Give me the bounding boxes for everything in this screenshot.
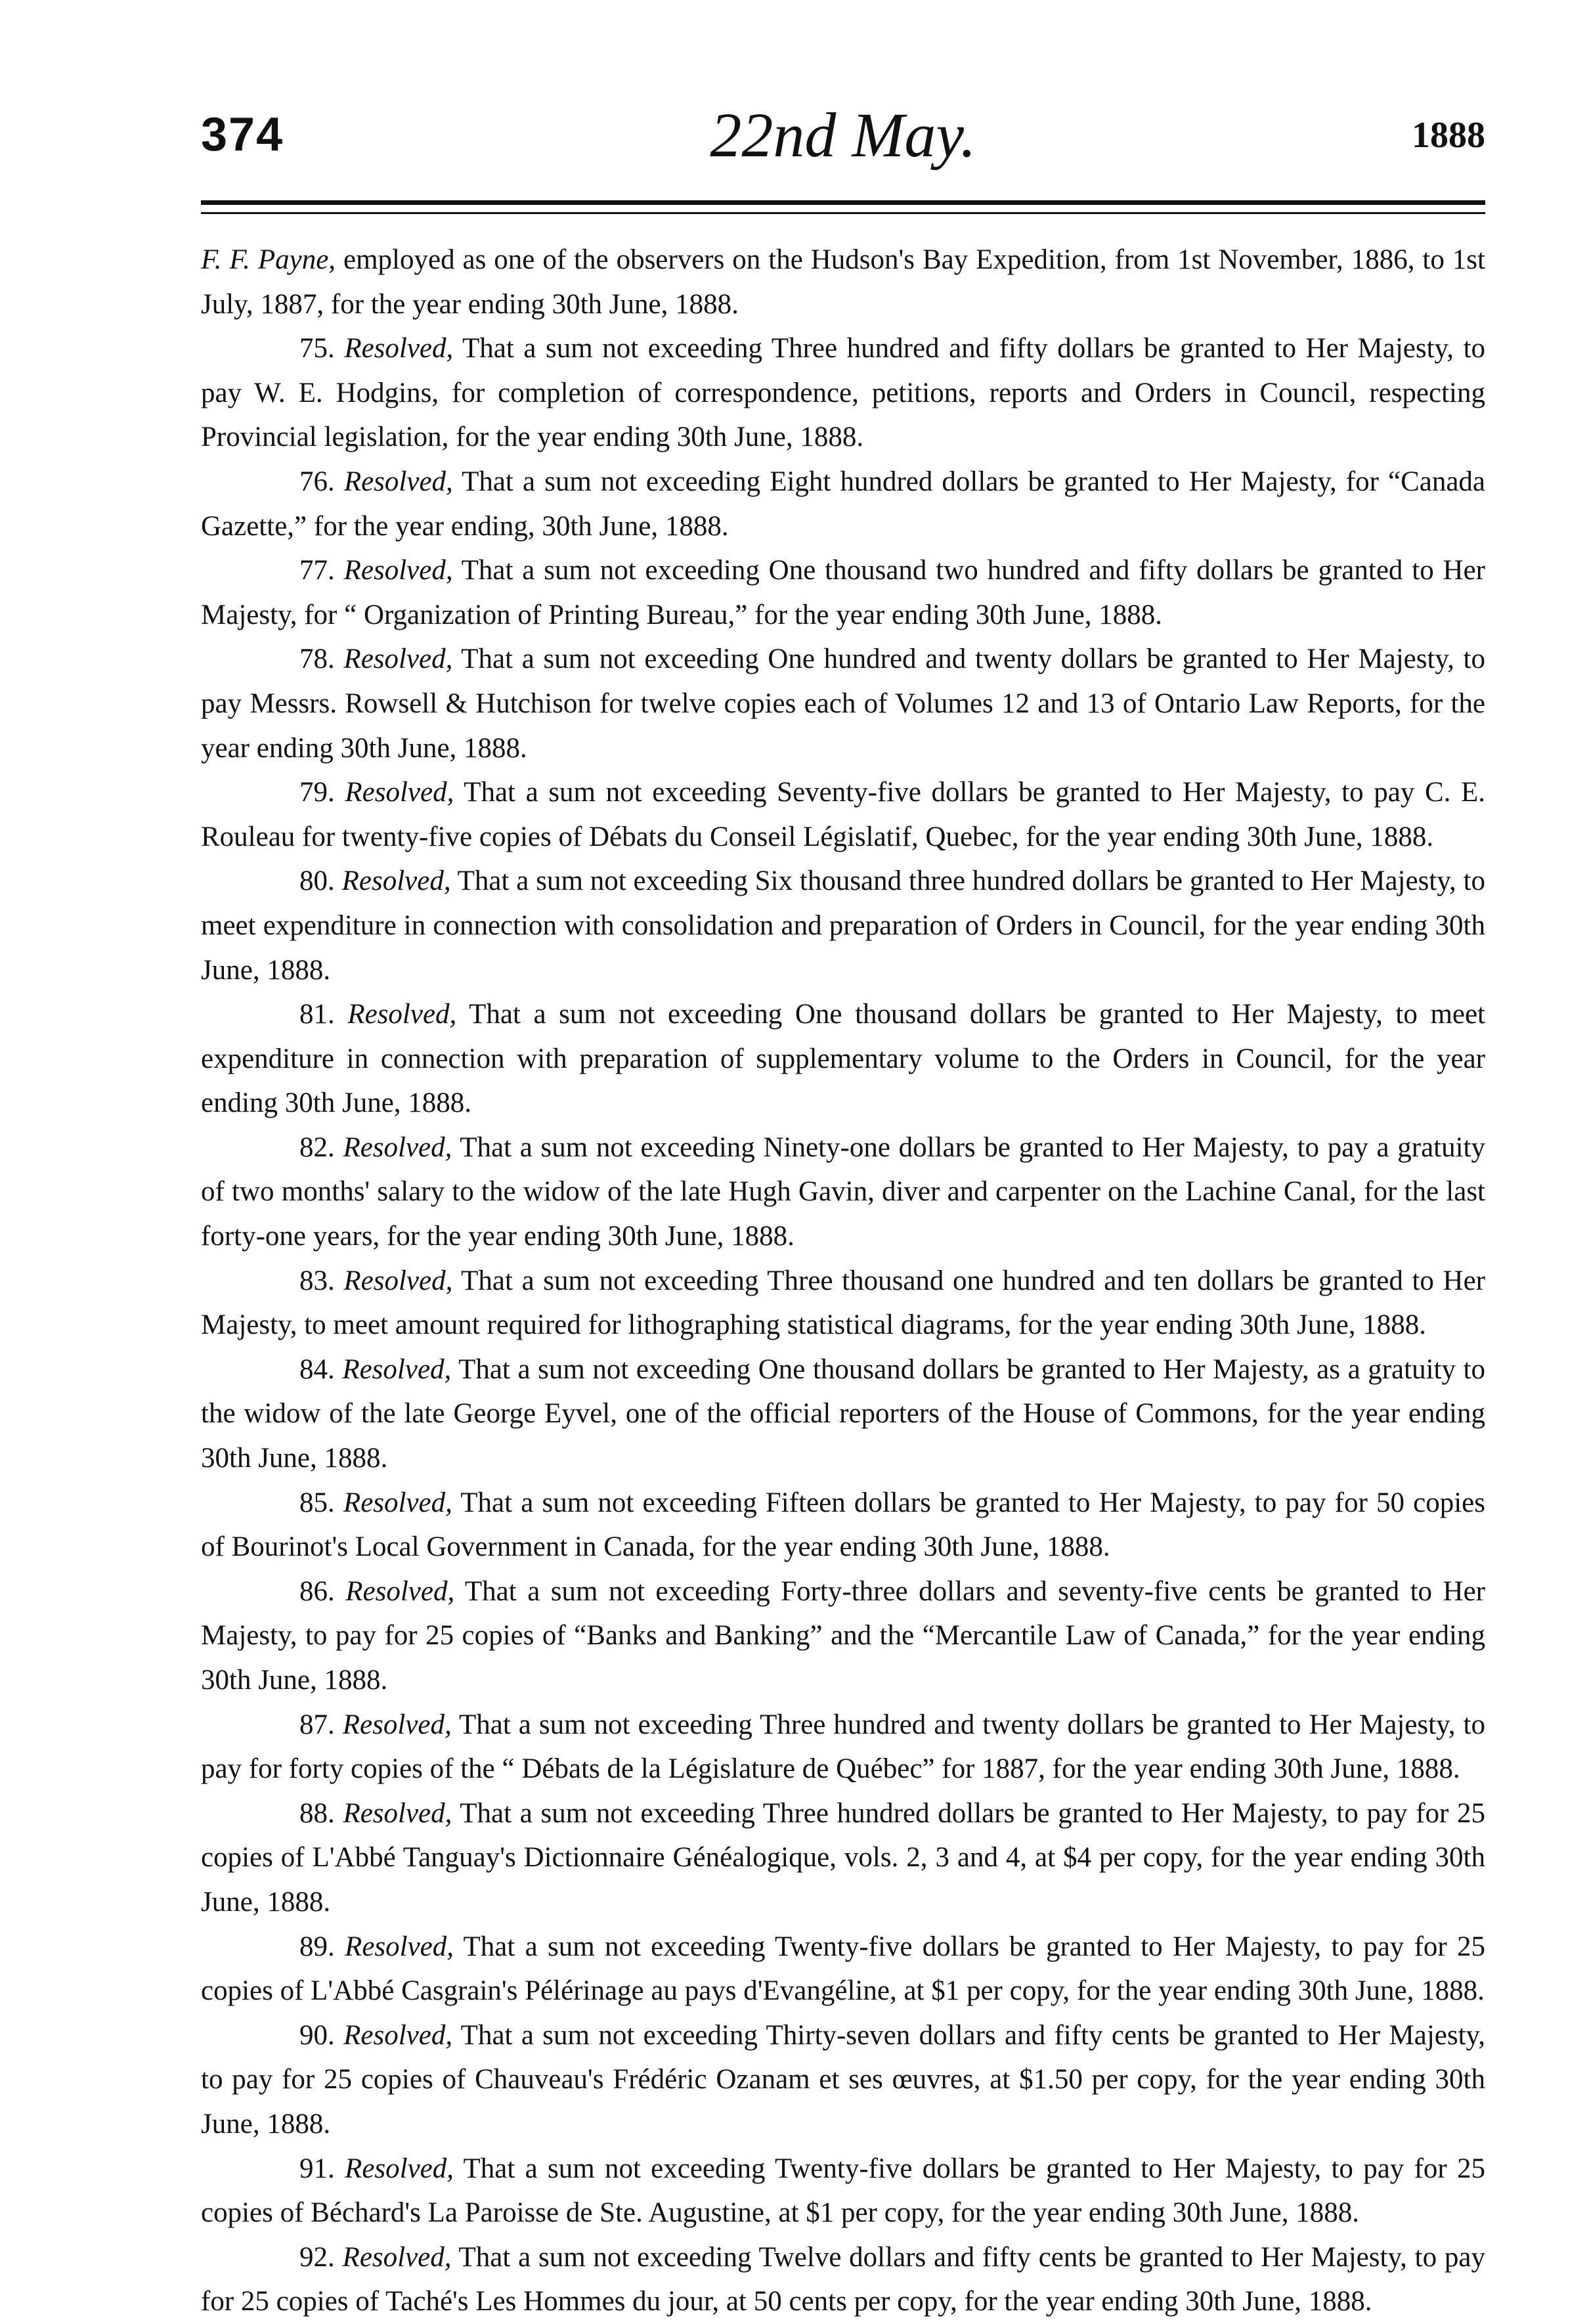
- resolution-text: That a sum not exceeding Thirty-seven dollars and fifty cents be granted to Her Majesty, to pay for 25 copies of Chauveau's Frédéric Ozanam et ses œuvres, at $1.50 per copy, for the year ending 30th June, 1888.: [201, 2019, 1485, 2139]
- header-year: 1888: [1412, 115, 1485, 156]
- resolution-number: 91.: [299, 2153, 335, 2184]
- resolution-number: 79.: [299, 777, 335, 808]
- word-space: [335, 1798, 343, 1829]
- resolution-paragraph: [201, 2235, 1485, 2324]
- resolved-word: Resolved,: [343, 1487, 452, 1518]
- running-title: 22nd May.: [710, 100, 976, 170]
- resolution-number: 83.: [299, 1265, 335, 1296]
- resolved-word: Resolved,: [345, 777, 454, 808]
- resolution-number: 84.: [299, 1353, 335, 1385]
- resolved-word: Resolved,: [342, 1709, 452, 1740]
- resolution-text: That a sum not exceeding One thousand two hundred and fifty dollars be granted to Her Majesty, for “ Organization of Printing Bureau,” for the year ending 30th June, 1888.: [201, 555, 1486, 630]
- resolution-text: That a sum not exceeding Ninety-one dollars be granted to Her Majesty, to pay a gratuity of two months' salary to the widow of the late Hugh Gavin, diver and carpenter on the Lachine Canal, for the last forty-one years, for the year ending 30th June, 1888.: [201, 1131, 1486, 1252]
- resolution-number: 77.: [299, 555, 335, 586]
- resolution-number: 87.: [299, 1709, 335, 1740]
- intro-paragraph: [201, 238, 1485, 326]
- word-space: [335, 2153, 345, 2184]
- resolved-word: Resolved,: [347, 999, 457, 1030]
- word-space: [335, 555, 344, 586]
- resolved-word: Resolved,: [343, 1265, 453, 1296]
- word-space: [335, 1132, 343, 1163]
- resolution-paragraph: [201, 2147, 1485, 2235]
- resolution-paragraph: [201, 992, 1485, 1126]
- word-space: [335, 1265, 344, 1296]
- resolution-paragraph: [201, 770, 1485, 859]
- resolution-number: 76.: [299, 466, 335, 497]
- word-space: [335, 1354, 343, 1385]
- resolution-number: 78.: [299, 644, 335, 675]
- resolution-number: 86.: [299, 1575, 335, 1607]
- word-space: [335, 333, 345, 364]
- resolution-text: That a sum not exceeding Fifteen dollars be granted to Her Majesty, to pay for 50 copies of Bourinot's Local Government in Canada, for the year ending 30th June, 1888.: [201, 1487, 1486, 1563]
- resolved-word: Resolved,: [343, 555, 453, 586]
- resolution-text: That a sum not exceeding Twelve dollars and fifty cents be granted to Her Majesty, to pay for 25 copies of Taché's Les Hommes du jour, at 50 cents per copy, for the year ending 30th June, 1888.: [201, 2241, 1486, 2317]
- resolution-paragraph: [201, 548, 1485, 637]
- resolution-number: 89.: [299, 1931, 335, 1962]
- intro-text: employed as one of the observers on the Hudson's Bay Expedition, from 1st November, 1886, to 1st July, 1887, for the year ending 30th June, 1888.: [201, 244, 1485, 320]
- resolution-number: 92.: [299, 2241, 335, 2273]
- word-space: [335, 999, 348, 1030]
- resolution-text: That a sum not exceeding Three hundred dollars be granted to Her Majesty, to pay for 25 copies of L'Abbé Tanguay's Dictionnaire Généalogique, vols. 2, 3 and 4, at $4 per copy, for the year ending 30th June, 1888.: [201, 1797, 1486, 1918]
- word-space: [335, 1576, 346, 1607]
- resolution-number: 85.: [299, 1487, 335, 1518]
- page-number: 374: [201, 108, 284, 161]
- resolved-word: Resolved,: [343, 2019, 453, 2051]
- resolution-text: That a sum not exceeding Three hundred and twenty dollars be granted to Her Majesty, to pay for forty copies of the “ Débats de la Législature de Québec” for 1887, for the year ending 30th June, 1888.: [201, 1709, 1486, 1785]
- resolution-text: That a sum not exceeding Eight hundred dollars be granted to Her Majesty, for “Canada Gazette,” for the year ending, 30th June, 1888.: [201, 466, 1486, 542]
- resolved-word: Resolved,: [345, 1575, 455, 1607]
- resolution-number: 75.: [299, 333, 335, 364]
- resolved-word: Resolved,: [344, 333, 454, 364]
- resolution-paragraph: [201, 1126, 1485, 1259]
- resolution-text: That a sum not exceeding One thousand dollars be granted to Her Majesty, to meet expenditure in connection with preparation of supplementary volume to the Orders in Council, for the year ending 30th June, 1888.: [201, 999, 1486, 1119]
- intro-name: F. F. Payne,: [201, 244, 336, 275]
- resolution-paragraph: [201, 637, 1485, 770]
- resolved-word: Resolved,: [343, 644, 453, 675]
- resolution-paragraph: [201, 1259, 1485, 1348]
- header-rule-thick: [201, 200, 1485, 205]
- resolutions-list: [201, 326, 1485, 2324]
- word-space: [335, 866, 342, 896]
- resolved-word: Resolved,: [343, 466, 453, 497]
- resolved-word: Resolved,: [343, 1131, 452, 1163]
- resolved-word: Resolved,: [345, 1931, 454, 1962]
- resolution-number: 88.: [299, 1797, 335, 1829]
- resolution-text: That a sum not exceeding Seventy-five dollars be granted to Her Majesty, to pay C. E. Rouleau for twenty-five copies of Débats du Conseil Législatif, Quebec, for the year ending 30th June, 1888.: [201, 777, 1486, 852]
- resolved-word: Resolved,: [342, 1353, 452, 1385]
- resolution-number: 82.: [299, 1131, 335, 1163]
- resolution-text: That a sum not exceeding Three hundred and fifty dollars be granted to Her Majesty, to pay W. E. Hodgins, for completion of correspondence, petitions, reports and Orders in Council, respecting Provincial legislation, for the year ending 30th June, 1888.: [201, 333, 1486, 453]
- resolution-number: 90.: [299, 2019, 335, 2051]
- resolution-paragraph: [201, 2013, 1485, 2147]
- resolved-word: Resolved,: [343, 1797, 452, 1829]
- word-space: [335, 644, 344, 674]
- word-space: [335, 1487, 343, 1518]
- body-text: [201, 238, 1485, 2324]
- resolution-text: That a sum not exceeding One thousand dollars be granted to Her Majesty, as a gratuity to the widow of the late George Eyvel, one of the official reporters of the House of Commons, for the year ending 30th June, 1888.: [201, 1353, 1485, 1474]
- resolution-text: That a sum not exceeding Twenty-five dollars be granted to Her Majesty, to pay for 25 copies of L'Abbé Casgrain's Pélérinage au pays d'Evangéline, at $1 per copy, for the year ending 30th June, 1888.: [201, 1931, 1486, 2007]
- word-space: [335, 2242, 343, 2273]
- resolution-paragraph: [201, 460, 1485, 548]
- resolution-paragraph: [201, 1791, 1485, 1925]
- resolution-paragraph: [201, 1348, 1485, 1481]
- resolved-word: Resolved,: [342, 2241, 452, 2273]
- word-space: [335, 2020, 343, 2051]
- resolved-word: Resolved,: [345, 2153, 454, 2184]
- resolution-paragraph: [201, 326, 1485, 460]
- resolution-text: That a sum not exceeding Six thousand three hundred dollars be granted to Her Majesty, to meet expenditure in connection with consolidation and preparation of Orders in Council, for the year ending 30th June, 1888.: [201, 866, 1486, 986]
- resolution-number: 81.: [299, 999, 335, 1030]
- resolution-text: That a sum not exceeding Forty-three dollars and seventy-five cents be granted to Her Majesty, to pay for 25 copies of “Banks and Banking” and the “Mercantile Law of Canada,” for the year ending 30th June, 1888.: [201, 1575, 1485, 1696]
- resolution-paragraph: [201, 1569, 1485, 1703]
- word-space: [335, 777, 345, 808]
- resolution-paragraph: [201, 859, 1485, 992]
- resolution-text: That a sum not exceeding Twenty-five dollars be granted to Her Majesty, to pay for 25 copies of Béchard's La Paroisse de Ste. Augustine, at $1 per copy, for the year ending 30th June, 1888.: [201, 2153, 1486, 2229]
- resolved-word: Resolved,: [341, 866, 451, 897]
- resolution-paragraph: [201, 1481, 1485, 1569]
- word-space: [335, 1709, 343, 1740]
- resolution-text: That a sum not exceeding One hundred and twenty dollars be granted to Her Majesty, to pay Messrs. Rowsell & Hutchison for twelve copies each of Volumes 12 and 13 of Ontario Law Reports, for the year ending 30th June, 1888.: [201, 644, 1485, 764]
- header-rule-thin: [201, 212, 1485, 214]
- resolution-number: 80.: [299, 866, 335, 897]
- word-space: [335, 466, 344, 497]
- word-space: [335, 1931, 345, 1962]
- resolution-paragraph: [201, 1925, 1485, 2013]
- resolution-text: That a sum not exceeding Three thousand one hundred and ten dollars be granted to Her Majesty, to meet amount required for lithographing statistical diagrams, for the year ending 30th June, 1888.: [201, 1265, 1486, 1341]
- resolution-paragraph: [201, 1703, 1485, 1791]
- page-header: [201, 99, 1485, 171]
